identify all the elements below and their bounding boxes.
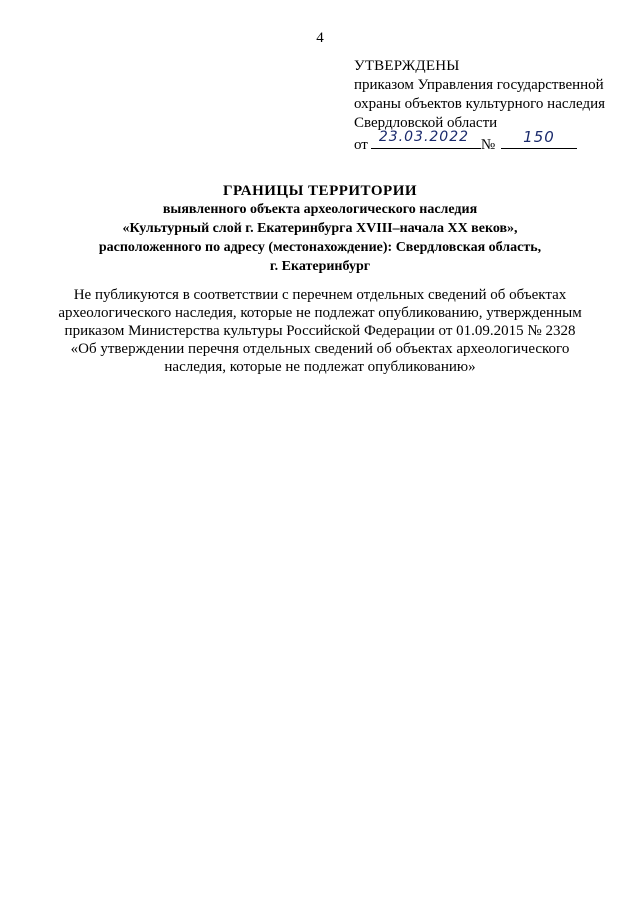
- approval-stamp: [354, 57, 640, 155]
- title-line: расположенного по адресу (местонахождение): Свердловская область,: [98, 240, 542, 255]
- date-field: [371, 129, 481, 149]
- page-number: 4: [316, 30, 324, 46]
- title-line: «Культурный слой г. Екатеринбурга XVIII–начала XX веков»,: [122, 221, 518, 236]
- handwritten-date: 23.03.2022: [378, 129, 470, 145]
- note-line: археологического наследия, которые не подлежат опубликованию, утвержденным: [58, 305, 582, 321]
- document-title: [20, 182, 620, 276]
- title-line: г. Екатеринбург: [269, 259, 371, 274]
- approval-heading: УТВЕРЖДЕНЫ: [354, 58, 460, 74]
- note-line: Не публикуются в соответствии с перечнем отдельных сведений об объектах: [73, 287, 567, 303]
- approval-line: охраны объектов культурного наследия: [354, 96, 606, 112]
- note-line: приказом Министерства культуры Российской Федерации от 01.09.2015 № 2328: [64, 323, 576, 339]
- publication-note: [20, 286, 620, 376]
- approval-line: приказом Управления государственной: [354, 77, 604, 93]
- date-prefix: от: [354, 137, 368, 153]
- handwritten-number: 150: [523, 128, 555, 146]
- title-main: ГРАНИЦЫ ТЕРРИТОРИИ: [222, 183, 418, 199]
- title-line: выявленного объекта археологического наследия: [162, 202, 478, 217]
- approval-line: Свердловской области: [354, 115, 498, 131]
- number-field: [501, 128, 577, 149]
- number-sign: №: [480, 137, 496, 153]
- approval-date-row: [354, 128, 640, 155]
- note-line: «Об утверждении перечня отдельных сведений об объектах археологического: [70, 341, 570, 357]
- note-line: наследия, которые не подлежат опубликованию»: [164, 359, 476, 375]
